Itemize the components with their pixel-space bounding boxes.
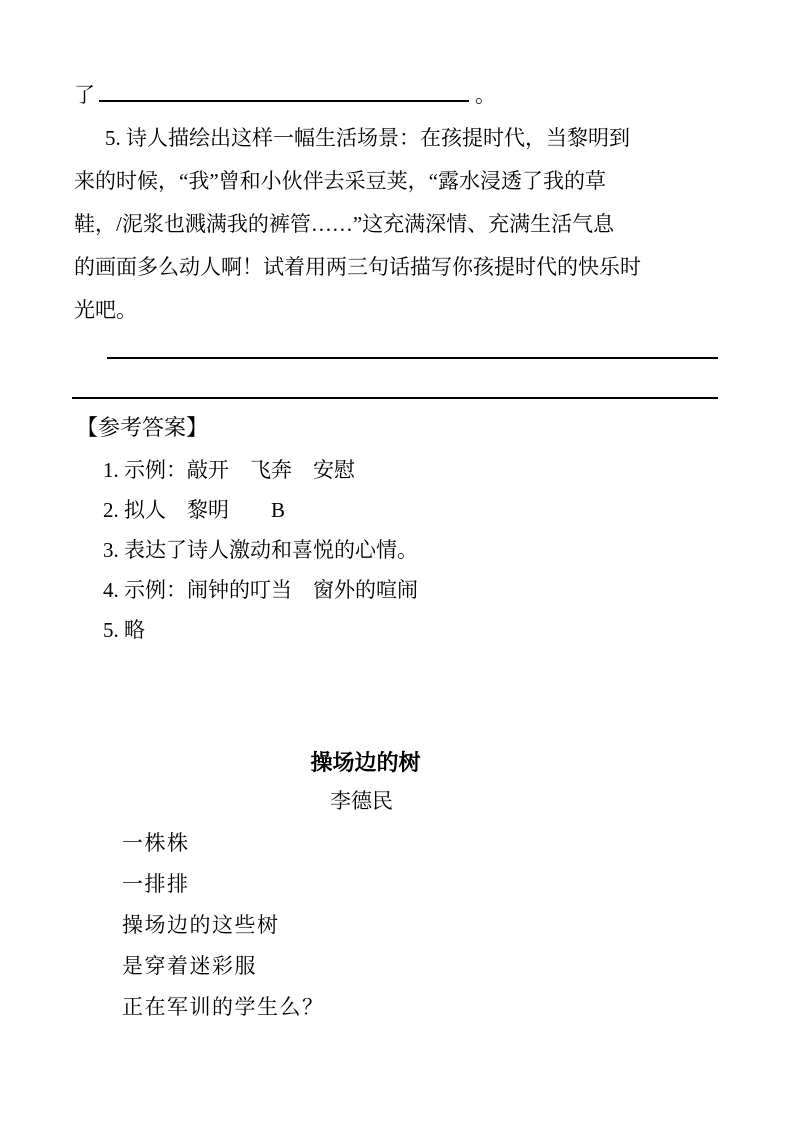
question5-line: 5. 诗人描绘出这样一幅生活场景：在孩提时代，当黎明到 (105, 126, 630, 150)
poem-body (122, 823, 642, 1028)
answer-writing-line-2 (72, 397, 718, 399)
answer-blank-underline (99, 78, 469, 102)
poem-line-4: 是穿着迷彩服 (122, 954, 257, 978)
question5-line: 光吧。 (74, 298, 137, 322)
poem-line-2: 一排排 (122, 872, 190, 896)
fill-in-suffix: 。 (475, 83, 496, 107)
poem-line-1: 一株株 (122, 831, 190, 855)
question5-line: 的画面多么动人啊！试着用两三句话描写你孩提时代的快乐时 (74, 255, 641, 279)
answer-writing-line-1 (107, 357, 718, 359)
answer-list (103, 450, 703, 650)
question-section (74, 74, 722, 332)
fill-in-prefix: 了 (74, 83, 95, 107)
fill-in-line (74, 74, 722, 117)
answer-item-4: 4. 示例：闹钟的叮当 窗外的喧闹 (103, 578, 418, 602)
question5-line: 来的时候，“我”曾和小伙伴去采豆荚，“露水浸透了我的草 (74, 169, 606, 193)
poem-author: 李德民 (330, 789, 393, 813)
poem-line-5: 正在军训的学生么？ (122, 995, 325, 1019)
question5-line: 鞋，/泥浆也溅满我的裤管……”这充满深情、充满生活气息 (74, 212, 615, 236)
answer-item-1: 1. 示例：敲开 飞奔 安慰 (103, 458, 355, 482)
answer-item-3: 3. 表达了诗人激动和喜悦的心情。 (103, 538, 418, 562)
answer-item-2: 2. 拟人 黎明 B (103, 498, 286, 522)
poem-title: 操场边的树 (310, 750, 421, 775)
poem-line-3: 操场边的这些树 (122, 913, 280, 937)
answer-item-5: 5. 略 (103, 618, 145, 642)
reference-answers-heading: 【参考答案】 (76, 415, 209, 440)
